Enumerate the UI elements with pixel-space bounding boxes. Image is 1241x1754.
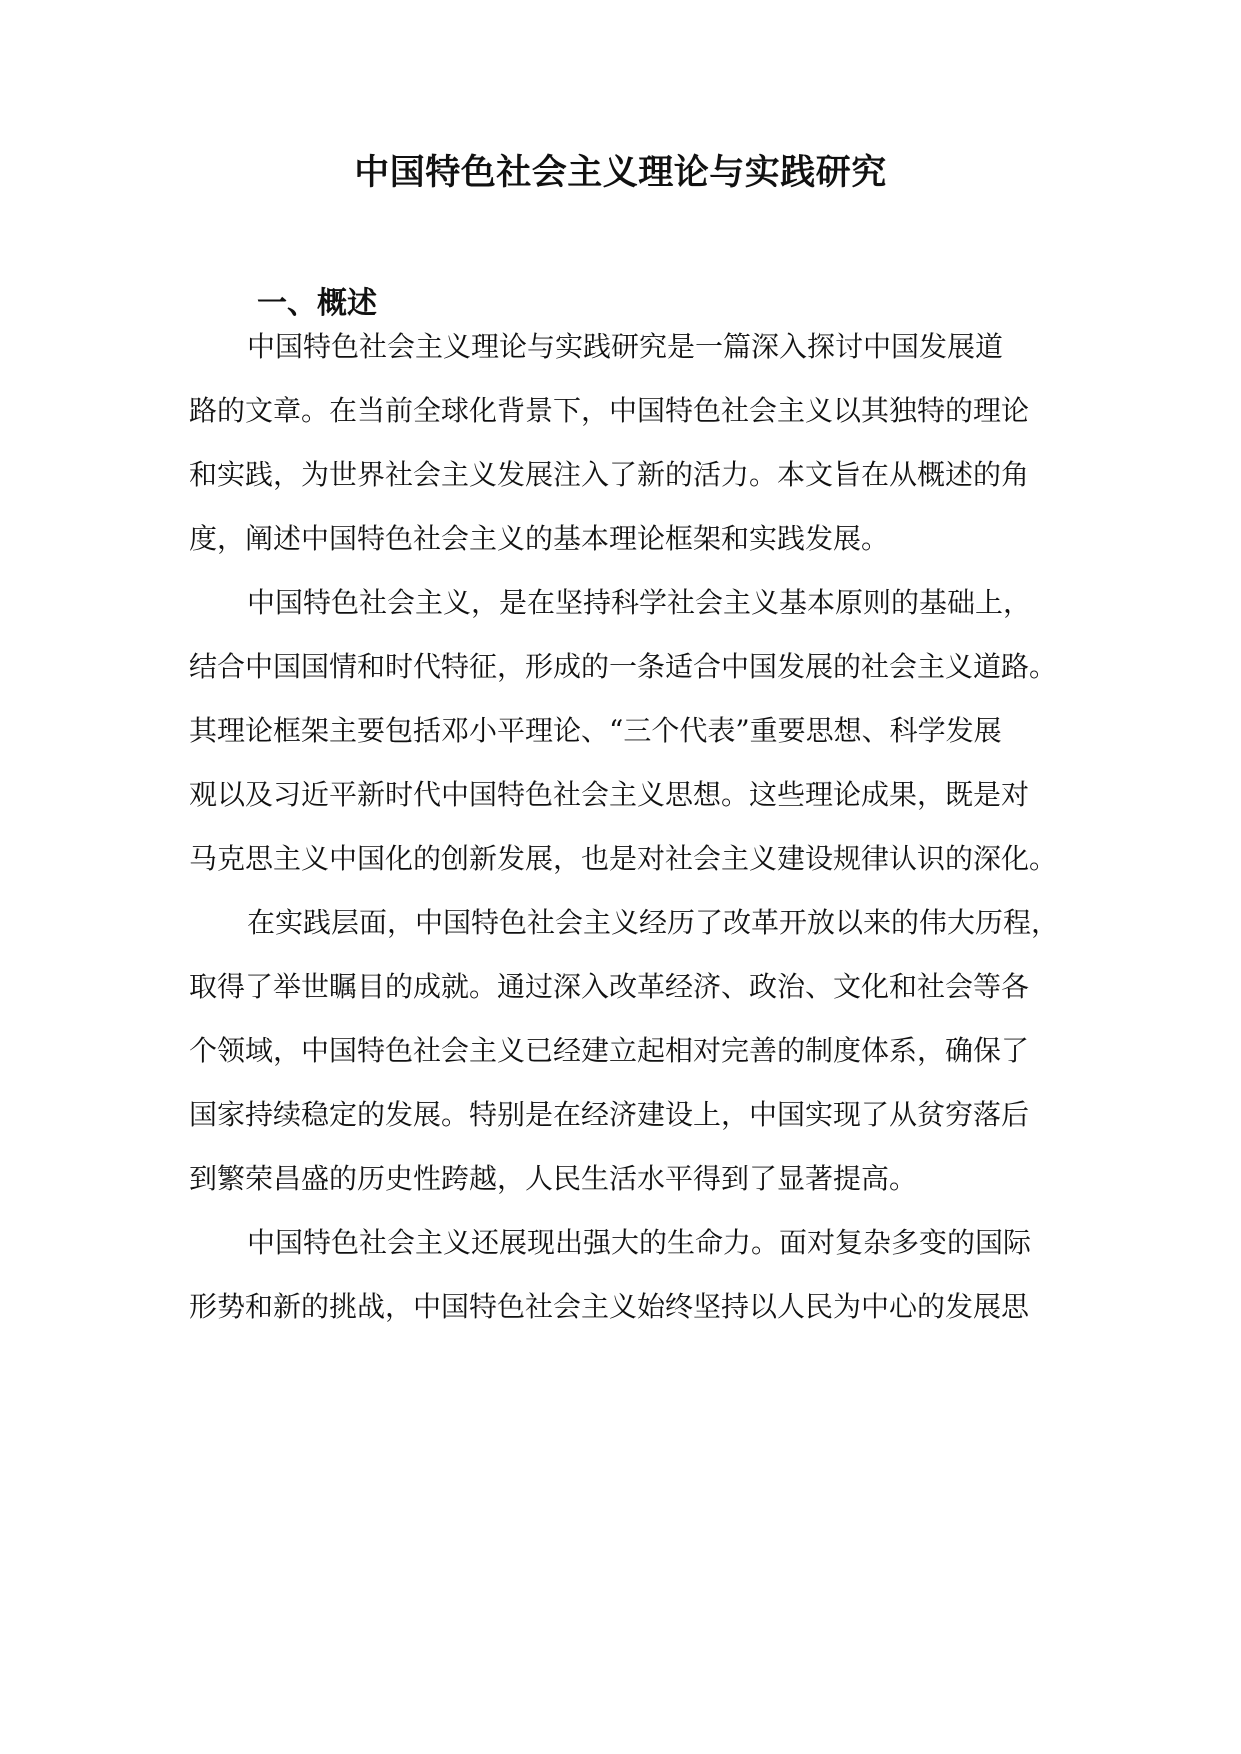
section-heading: 一、概述	[257, 286, 377, 321]
paragraph-line: 马克思主义中国化的创新发展，也是对社会主义建设规律认识的深化。	[189, 842, 1058, 875]
document-title: 中国特色社会主义理论与实践研究	[354, 153, 887, 193]
paragraph-line: 其理论框架主要包括邓小平理论、“三个代表”重要思想、科学发展	[189, 714, 1002, 747]
paragraph-line: 路的文章。在当前全球化背景下，中国特色社会主义以其独特的理论	[189, 394, 1030, 427]
paragraph-line: 观以及习近平新时代中国特色社会主义思想。这些理论成果，既是对	[189, 778, 1030, 811]
paragraph-line: 在实践层面，中国特色社会主义经历了改革开放以来的伟大历程，	[247, 906, 1059, 939]
paragraph-line: 到繁荣昌盛的历史性跨越，人民生活水平得到了显著提高。	[189, 1162, 918, 1195]
paragraph-line: 和实践，为世界社会主义发展注入了新的活力。本文旨在从概述的角	[189, 458, 1030, 491]
paragraph-line: 个领域，中国特色社会主义已经建立起相对完善的制度体系，确保了	[189, 1034, 1030, 1067]
paragraph-line: 中国特色社会主义理论与实践研究是一篇深入探讨中国发展道	[247, 330, 1004, 363]
paragraph-line: 度，阐述中国特色社会主义的基本理论框架和实践发展。	[189, 522, 890, 555]
paragraph-line: 结合中国国情和时代特征，形成的一条适合中国发展的社会主义道路。	[189, 650, 1058, 683]
paragraph-line: 国家持续稳定的发展。特别是在经济建设上，中国实现了从贫穷落后	[189, 1098, 1030, 1131]
paragraph-line: 中国特色社会主义，是在坚持科学社会主义基本原则的基础上，	[247, 586, 1032, 619]
paragraph-line: 形势和新的挑战，中国特色社会主义始终坚持以人民为中心的发展思	[189, 1290, 1030, 1323]
paragraph-line: 中国特色社会主义还展现出强大的生命力。面对复杂多变的国际	[247, 1226, 1032, 1259]
paragraph-line: 取得了举世瞩目的成就。通过深入改革经济、政治、文化和社会等各	[189, 970, 1030, 1003]
body-text	[189, 315, 1059, 1339]
